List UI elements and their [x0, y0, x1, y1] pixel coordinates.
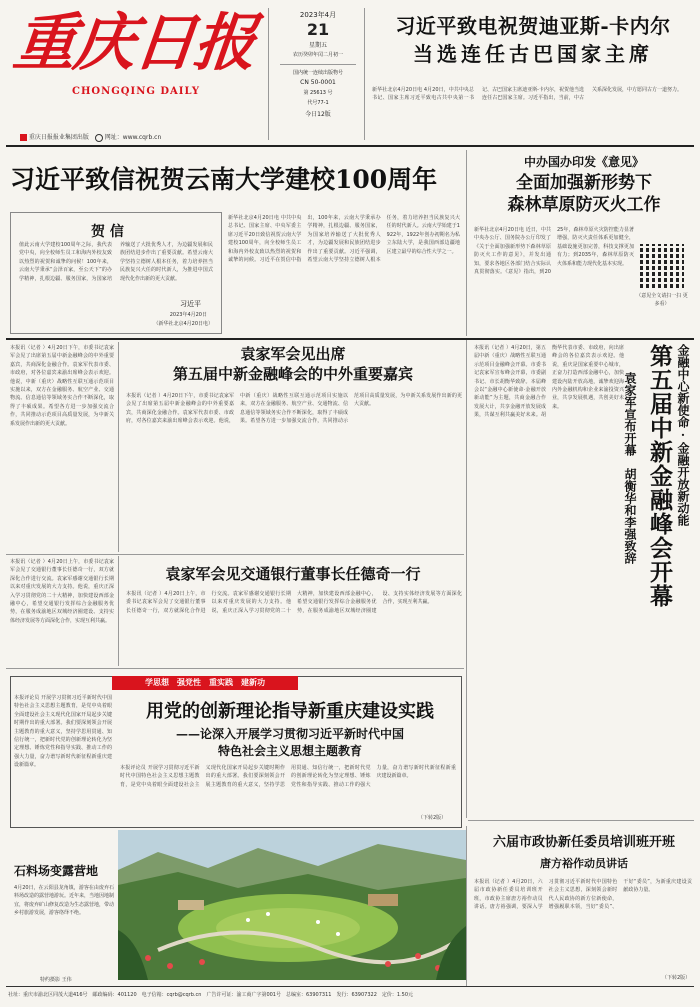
theory-subtitle-line1: ——论深入开展学习贯彻习近平新时代中国	[175, 727, 404, 741]
top-story-title-line1: 习近平致电祝贺迪亚斯-卡内尔	[395, 14, 671, 38]
guests-story-title[interactable]	[120, 344, 466, 384]
cn-number-label: 国内统一连续出版物号	[292, 70, 343, 76]
finance-main-body: 本报讯（记者 ）4月20日，第五届中新（重庆）战略性互联互通示范项目金融峰会开幕。市委书记袁家军宣布峰会开幕，市委副书记、市长胡衡华致辞。本届峰会以“金融中心新使命·金融开放新动能”为主题，共商金融合作发展大计，共享金融开放发展成果，共谋互利共赢美好未来。胡衡华代表市委、市政府，向出席峰会的各位嘉宾表示欢迎。他说，重庆是国家重要中心城市，正奋力打造西部金融中心，加快建设内陆开放高地，诚挚欢迎海内外金融机构和企业来渝投资兴业，共享发展机遇，共创美好未来。	[474, 345, 624, 419]
date-day: 21	[306, 20, 330, 39]
photo-caption: 4月20日，在云阳县龙角镇，游客在由废弃石料场改造的露营地游玩。近年来，当地因地制宜，将废弃矿山修复改造为生态露营地，带动乡村旅游发展，游客络绎不绝。	[14, 885, 114, 917]
logo-chinese: 重庆日报	[10, 6, 258, 79]
side-story-title-line2: 森林草原防灭火工作	[507, 195, 661, 215]
date-box	[276, 8, 360, 118]
letter-date: 2023年4月20日	[169, 312, 207, 318]
finance-vertical-sub: 袁家军宣布开幕 胡衡华和李强致辞	[623, 372, 637, 564]
publisher-text: 重庆日报报业集团出版	[28, 134, 89, 141]
finance-vertical-kicker: 金融中心新使命·金融开放新动能	[676, 344, 690, 526]
photo-title: 石料场变露营地	[14, 864, 99, 878]
letter-title: 贺 信	[91, 224, 124, 240]
theory-banner: 学思想 强党性 重实践 建新功	[112, 676, 298, 690]
theory-left-column: 本报评论员 开展学习贯彻习近平新时代中国特色社会主义思想主题教育，是党中央着眼全面建设社会主义现代化国家开局起步关键时期作出的重大部署。我们要深刻领会开展主题教育的重大意义，坚持学思用贯通、知信行统一，把新时代党的创新理论转化为坚定理想、锤炼党性和指导实践、推动工作的强大力量，奋力谱写新时代新征程新重庆建设新篇章。	[14, 695, 112, 769]
theory-subtitle-line2: 特色社会主义思想主题教育	[217, 744, 362, 758]
theory-title[interactable]: 用党的创新理论指导新重庆建设实践	[146, 701, 434, 722]
issue-number: 第 25613 号	[303, 90, 333, 96]
cppcc-continued[interactable]: （下转2版）	[662, 975, 691, 981]
theory-subtitle	[120, 726, 460, 760]
campsite-photo	[118, 830, 466, 980]
guests-title-line1: 袁家军会见出席	[240, 345, 346, 363]
photo-credit: 特约摄影 王伟	[40, 977, 72, 983]
theory-body: 本报评论员 开展学习贯彻习近平新时代中国特色社会主义思想主题教育，是党中央着眼全面建设社会主义现代化国家开局起步关键时期作出的重大部署。我们要深刻领会开展主题教育的重大意义，坚持学思用贯通、知信行统一，把新时代党的创新理论转化为坚定理想、锤炼党性和指导实践、推动工作的强大力量，奋力谱写新时代新征程新重庆建设新篇章。	[120, 765, 456, 788]
letter-note: （新华社北京4月20日电）	[153, 321, 213, 327]
side-story[interactable]	[474, 152, 694, 216]
lead-story-title[interactable]: 习近平致信祝贺云南大学建校100周年	[10, 165, 438, 194]
guests-story-body: 本报讯（记者 ）4月20日下午，市委书记袁家军会见了出席第五届中新金融峰会的中外重要嘉宾，共商深化金融合作。袁家军代表市委、市政府，对各位嘉宾来渝出席峰会表示欢迎。他说，中新（重庆）战略性互联互通示范项目实施以来，双方在金融服务、航空产业、交通物流、信息通信等领域务实合作不断深化，取得了丰硕成果。希望各方进一步加强交流合作，共同推动示范项目高质量发展，为中新关系发展作出新的更大贡献。	[126, 393, 462, 425]
campsite-photo-svg	[118, 830, 466, 980]
cqrb-logo-icon	[20, 134, 27, 141]
qr-code[interactable]	[640, 244, 684, 288]
masthead-publisher-line	[20, 132, 161, 142]
top-story-body: 新华社北京4月20日电 4月20日，中共中央总书记、国家主席习近平致电古共中央第一书记、古巴国家主席迪亚斯-卡内尔，祝贺他当选连任古巴国家主席。习近平指出，当前，中古关系深化发展，中方愿同古方一道努力。	[372, 87, 683, 102]
globe-icon	[95, 134, 103, 142]
cppcc-subtitle: 唐方裕作动员讲话	[540, 857, 628, 870]
cn-number: CN 50-0001	[300, 79, 336, 86]
bank-story-body: 本报讯（记者 ）4月20日上午，市委书记袁家军会见了交通银行董事长任德奇一行，双方就深化合作进行交流。袁家军感谢交通银行长期以来对重庆发展的大力支持。他说，重庆正深入学习贯彻党的二十大精神，加快建设西部金融中心，希望交通银行发挥综合金融服务优势，在服务成渝地区双城经济圈建设、支持实体经济发展等方面深化合作，实现互利共赢。	[126, 591, 462, 614]
top-story-title-line2: 当选连任古巴国家主席	[413, 42, 653, 66]
website-link[interactable]: www.cqrb.cn	[122, 134, 162, 141]
lead-story-body: 新华社北京4月20日电 中共中央总书记、国家主席、中央军委主席习近平20日致信祝贺云南大学建校100周年，向全校师生员工和海内外校友致以热烈的祝贺和诚挚的问候。习近平在贺信中指出，100年来，云南大学秉承办学精神，扎根边疆、服务国家，为国家培养输送了大批优秀人才，为边疆发展和民族团结进步作出了重要贡献。习近平强调，希望云南大学坚持立德树人根本任务，着力培养担当民族复兴大任的时代新人。云南大学始建于1922年，1922年创办初期名为私立东陆大学，是我国西部边疆地区建立最早的综合性大学之一。	[228, 215, 460, 264]
congratulatory-letter-box	[10, 212, 222, 334]
side-story-title-line1: 全面加强新形势下	[516, 173, 652, 193]
letter-body: 值此云南大学建校100周年之际，我代表党中央，向全校师生员工和海内外校友致以热烈的祝贺和诚挚的问候！100年来，云南大学秉承“会泽百家，至公天下”的办学精神，扎根边疆、服务国家，为国家培养输送了大批优秀人才，为边疆发展和民族团结进步作出了重要贡献。希望云南大学坚持立德树人根本任务，着力培养担当民族复兴大任的时代新人，为推进中国式现代化作出新的更大贡献。	[19, 242, 213, 282]
bank-story-left: 本报讯（记者 ）4月20日上午，市委书记袁家军会见了交通银行董事长任德奇一行，双方就深化合作进行交流。袁家军感谢交通银行长期以来对重庆发展的大力支持。他说，重庆正深入学习贯彻党的二十大精神，加快建设西部金融中心，希望交通银行发挥综合金融服务优势，在服务成渝地区双城经济圈建设、支持实体经济发展等方面深化合作，实现互利共赢。	[10, 559, 114, 624]
qr-label: （意见全文请扫一扫 更多看）	[636, 293, 688, 307]
date-year-month: 2023年4月	[299, 11, 337, 19]
page-count: 今日12版	[305, 111, 331, 118]
bank-story-title[interactable]: 袁家军会见交通银行董事长任德奇一行	[165, 565, 421, 583]
footer-info: 社址：重庆市渝北区同茂大道416号 邮政编码：401120 电子信箱：cqrb@cqrb.cn 广告许可证：渝工商广字第001号 总编室：63907311 发行：63907322 定价：1.50元	[8, 992, 414, 998]
cppcc-body: 本报讯（记者 ）4月20日，六届市政协新任委员培训班开班，市政协主席唐方裕作动员讲话。唐方裕强调，要深入学习贯彻习近平新时代中国特色社会主义思想，深刻领会新时代人民政协的新方位新使命，增强履职本领，当好“委员”、干好“委员”，为新重庆建设贡献政协力量。	[474, 879, 692, 911]
date-weekday: 星期五	[308, 42, 327, 49]
date-lunar: 农历癸卯年闰二月初一	[292, 52, 343, 58]
side-story-body: 新华社北京4月20日电 近日，中共中央办公厅、国务院办公厅印发了《关于全面加强新形势下森林草原防灭火工作的意见》，并发出通知，要求各地区各部门结合实际认真贯彻落实。《意见》指出，到2025年，森林草原火灾防控能力显著增强，防灭火责任体系更加健全，基础设施更加完善，科技支撑更加有力；到2035年，森林草原防灭火体系和能力现代化基本实现。	[474, 227, 634, 276]
finance-vertical-main[interactable]: 第五届中新金融峰会开幕	[646, 344, 673, 608]
logo-english: CHONGQING DAILY	[72, 86, 200, 97]
website-label: 网址：	[104, 134, 123, 141]
theory-continued[interactable]: （下转2版）	[418, 815, 447, 821]
masthead-logo	[10, 6, 264, 106]
guests-story-left: 本报讯（记者 ）4月20日下午，市委书记袁家军会见了出席第五届中新金融峰会的中外重要嘉宾，共商深化金融合作。袁家军代表市委、市政府，对各位嘉宾来渝出席峰会表示欢迎。他说，中新（重庆）战略性互联互通示范项目实施以来，双方在金融服务、航空产业、交通物流、信息通信等领域务实合作不断深化，取得了丰硕成果。希望各方进一步加强交流合作，共同推动示范项目高质量发展，为中新关系发展作出新的更大贡献。	[10, 345, 114, 427]
cppcc-title[interactable]: 六届市政协新任委员培训班开班	[492, 835, 675, 850]
side-story-kicker: 中办国办印发《意见》	[523, 155, 644, 169]
guests-title-line2: 第五届中新金融峰会的中外重要嘉宾	[172, 365, 413, 383]
postal-code: 代号77-1	[307, 100, 329, 106]
top-story-title[interactable]	[372, 12, 694, 68]
letter-signature: 习近平	[180, 300, 201, 308]
